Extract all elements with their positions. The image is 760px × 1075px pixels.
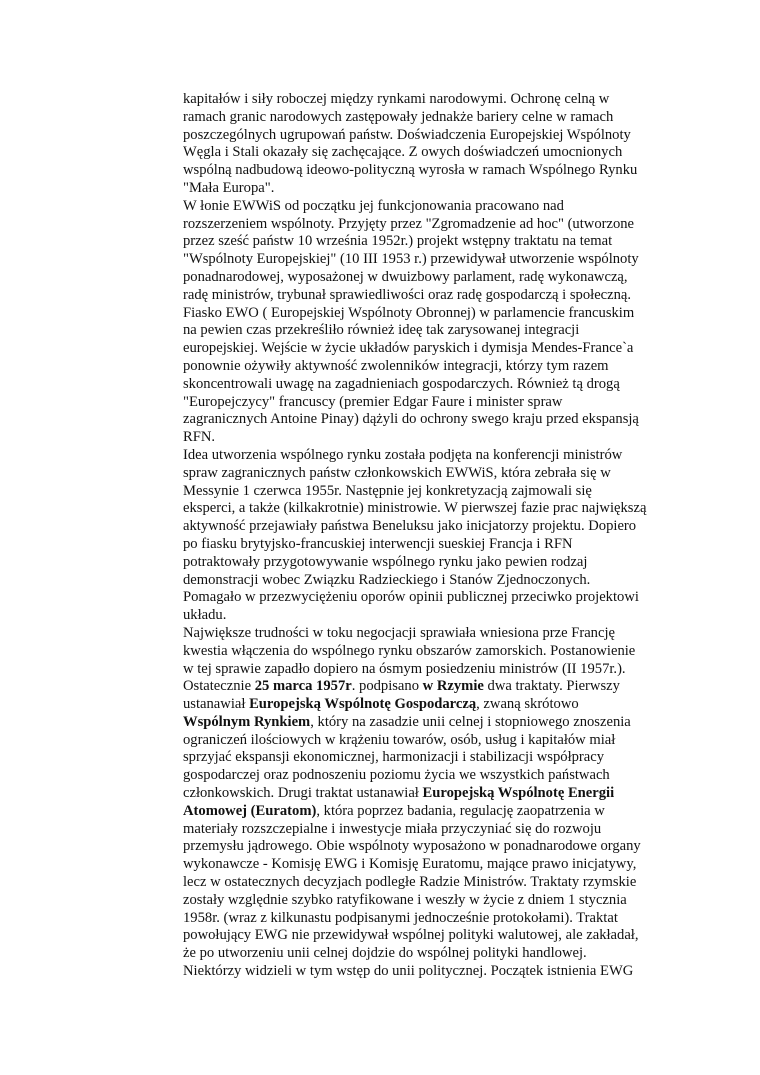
- text-segment: Niektórzy widzieli w tym wstęp do unii politycznej. Początek istnienia EWG: [183, 963, 634, 980]
- text-segment: Ostatecznie: [183, 678, 255, 695]
- text-line: [183, 572, 668, 590]
- text-line: [183, 411, 668, 429]
- text-line: [183, 785, 668, 803]
- text-line: [183, 661, 668, 679]
- text-line: [183, 696, 668, 714]
- text-segment: Idea utworzenia wspólnego rynku została podjęta na konferencji ministrów: [183, 446, 623, 463]
- text-line: [183, 269, 668, 287]
- text-line: [183, 394, 668, 412]
- text-line: [183, 127, 668, 145]
- text-segment: RFN.: [183, 429, 216, 446]
- text-segment: po fiasku brytyjsko-francuskiej interwencji sueskiej Francja i RFN: [183, 535, 573, 552]
- text-segment: ponownie ożywiły aktywność zwolenników integracji, którzy tym razem: [183, 357, 609, 374]
- text-line: [183, 358, 668, 376]
- text-line: [183, 91, 668, 109]
- text-segment: przemysłu jądrowego. Obie wspólnoty wyposażono w ponadnarodowe organy: [183, 838, 641, 855]
- text-line: [183, 376, 668, 394]
- text-line: [183, 678, 668, 696]
- text-segment: skoncentrowali uwagę na zagadnieniach gospodarczych. Również tą drogą: [183, 375, 620, 392]
- text-segment: powołujący EWG nie przewidywał wspólnej polityki walutowej, ale zakładał,: [183, 927, 639, 944]
- text-segment: przez sześć państw 10 września 1952r.) projekt wstępny traktatu na temat: [183, 233, 613, 250]
- text-line: [183, 803, 668, 821]
- text-segment: W łonie EWWiS od początku jej funkcjonowania pracowano nad: [183, 197, 564, 214]
- text-line: [183, 233, 668, 251]
- text-line: [183, 749, 668, 767]
- text-segment: demonstracji wobec Związku Radzieckiego i Stanów Zjednoczonych.: [183, 571, 591, 588]
- text-line: [183, 554, 668, 572]
- text-segment: w tej sprawie zapadło dopiero na ósmym posiedzeniu ministrów (II 1957r.).: [183, 660, 626, 677]
- text-line: [183, 927, 668, 945]
- text-line: [183, 838, 668, 856]
- text-line: [183, 963, 668, 981]
- text-line: [183, 109, 668, 127]
- text-line: [183, 589, 668, 607]
- text-line: [183, 874, 668, 892]
- text-segment: Największe trudności w toku negocjacji sprawiała wniesiona prze Francję: [183, 624, 615, 641]
- text-line: [183, 945, 668, 963]
- text-line: [183, 483, 668, 501]
- text-line: [183, 447, 668, 465]
- text-line: [183, 251, 668, 269]
- text-line: [183, 198, 668, 216]
- text-segment: , która poprzez badania, regulację zaopatrzenia w: [316, 802, 605, 819]
- text-segment: 1958r. (wraz z kilkunastu podpisanymi jednocześnie protokołami). Traktat: [183, 909, 618, 926]
- text-segment: "Mała Europa".: [183, 179, 275, 196]
- bold-text-segment: Europejską Wspólnotę Gospodarczą: [249, 696, 477, 713]
- text-segment: "Europejczycy" francuscy (premier Edgar Faure i minister spraw: [183, 393, 563, 410]
- text-line: [183, 625, 668, 643]
- bold-text-segment: 25 marca 1957r: [254, 678, 352, 695]
- bold-text-segment: Wspólnym Rynkiem: [183, 713, 311, 730]
- text-segment: ramach granic narodowych zastępowały jednakże bariery celne w ramach: [183, 108, 614, 125]
- text-segment: lecz w ostatecznych decyzjach podległe Radzie Ministrów. Traktaty rzymskie: [183, 874, 637, 891]
- text-line: [183, 305, 668, 323]
- text-segment: dwa traktaty. Pierwszy: [483, 678, 620, 695]
- text-line: [183, 856, 668, 874]
- text-line: [183, 180, 668, 198]
- text-segment: , który na zasadzie unii celnej i stopniowego znoszenia: [310, 713, 631, 730]
- text-segment: spraw zagranicznych państw członkowskich EWWiS, która zebrała się w: [183, 464, 611, 481]
- bold-text-segment: w Rzymie: [422, 678, 484, 695]
- text-segment: materiały rozszczepialne i inwestycje miała przyczyniać się do rozwoju: [183, 820, 602, 837]
- text-segment: aktywność przejawiały państwa Beneluksu jako inicjatorzy projektu. Dopiero: [183, 518, 637, 535]
- text-line: [183, 607, 668, 625]
- text-line: [183, 518, 668, 536]
- text-line: [183, 287, 668, 305]
- text-segment: radę ministrów, trybunał sprawiedliwości oraz radę gospodarczą i społeczną.: [183, 286, 632, 303]
- text-segment: rozszerzeniem wspólnoty. Przyjęty przez "Zgromadzenie ad hoc" (utworzone: [183, 215, 635, 232]
- text-segment: wspólną nadbudową ideowo-polityczną wyrosła w ramach Wspólnego Rynku: [183, 162, 638, 179]
- text-segment: eksperci, a także (kilkakrotnie) ministrowie. W pierwszej fazie prac największą: [183, 500, 647, 517]
- text-line: [183, 536, 668, 554]
- text-segment: Fiasko EWO ( Europejskiej Wspólnoty Obronnej) w parlamencie francuskim: [183, 304, 635, 321]
- text-segment: Węgla i Stali okazały się zachęcające. Z owych doświadczeń umocnionych: [183, 144, 623, 161]
- text-line: [183, 500, 668, 518]
- text-line: [183, 322, 668, 340]
- text-line: [183, 910, 668, 928]
- text-segment: europejskiej. Wejście w życie układów paryskich i dymisja Mendes-France`a: [183, 340, 634, 357]
- document-text-block: [183, 91, 668, 981]
- bold-text-segment: Atomowej (Euratom): [183, 802, 317, 819]
- text-segment: gospodarczej oraz podnoszeniu poziomu życia we wszystkich państwach: [183, 767, 610, 784]
- text-line: [183, 144, 668, 162]
- text-segment: układu.: [183, 607, 227, 624]
- text-segment: że po utworzeniu unii celnej dojdzie do wspólnej polityki handlowej.: [183, 945, 587, 962]
- text-line: [183, 892, 668, 910]
- text-segment: "Wspólnoty Europejskiej" (10 III 1953 r.) przewidywał utworzenie wspólnoty: [183, 251, 639, 268]
- text-segment: . podpisano: [351, 678, 423, 695]
- text-line: [183, 162, 668, 180]
- text-segment: sprzyjać ekspansji ekonomicznej, harmonizacji i stabilizacji współpracy: [183, 749, 605, 766]
- text-line: [183, 429, 668, 447]
- text-segment: członkowskich. Drugi traktat ustanawiał: [183, 785, 423, 802]
- text-line: [183, 216, 668, 234]
- text-line: [183, 465, 668, 483]
- text-segment: ustanawiał: [183, 696, 250, 713]
- text-segment: zostały względnie szybko ratyfikowane i weszły w życie z dniem 1 stycznia: [183, 891, 627, 908]
- text-segment: ponadnarodowej, wyposażonej w dwuizbowy parlament, radę wykonawczą,: [183, 268, 628, 285]
- text-segment: Messynie 1 czerwca 1955r. Następnie jej konkretyzacją zajmowali się: [183, 482, 592, 499]
- text-line: [183, 767, 668, 785]
- text-segment: ograniczeń ilościowych w krążeniu towarów, osób, usług i kapitałów miał: [183, 731, 616, 748]
- text-segment: na pewien czas przekreśliło również ideę tak zarysowanej integracji: [183, 322, 580, 339]
- text-segment: kwestia włączenia do wspólnego rynku obszarów zamorskich. Postanowienie: [183, 642, 636, 659]
- text-segment: , zwaną skrótowo: [476, 696, 579, 713]
- text-segment: zagranicznych Antoine Pinay) dążyli do ochrony swego kraju przed ekspansją: [183, 411, 639, 428]
- bold-text-segment: Europejską Wspólnotę Energii: [422, 785, 615, 802]
- text-segment: poszczególnych ugrupowań państw. Doświadczenia Europejskiej Wspólnoty: [183, 126, 631, 143]
- text-segment: Pomagało w przezwyciężeniu oporów opinii publicznej przeciwko projektowi: [183, 589, 639, 606]
- text-line: [183, 732, 668, 750]
- text-segment: potraktowały przygotowywanie wspólnego rynku jako pewien rodzaj: [183, 553, 588, 570]
- text-segment: kapitałów i siły roboczej między rynkami narodowymi. Ochronę celną w: [183, 91, 610, 107]
- text-line: [183, 340, 668, 358]
- text-segment: wykonawcze - Komisję EWG i Komisję Euratomu, mające prawo inicjatywy,: [183, 856, 637, 873]
- text-line: [183, 714, 668, 732]
- text-line: [183, 643, 668, 661]
- text-line: [183, 821, 668, 839]
